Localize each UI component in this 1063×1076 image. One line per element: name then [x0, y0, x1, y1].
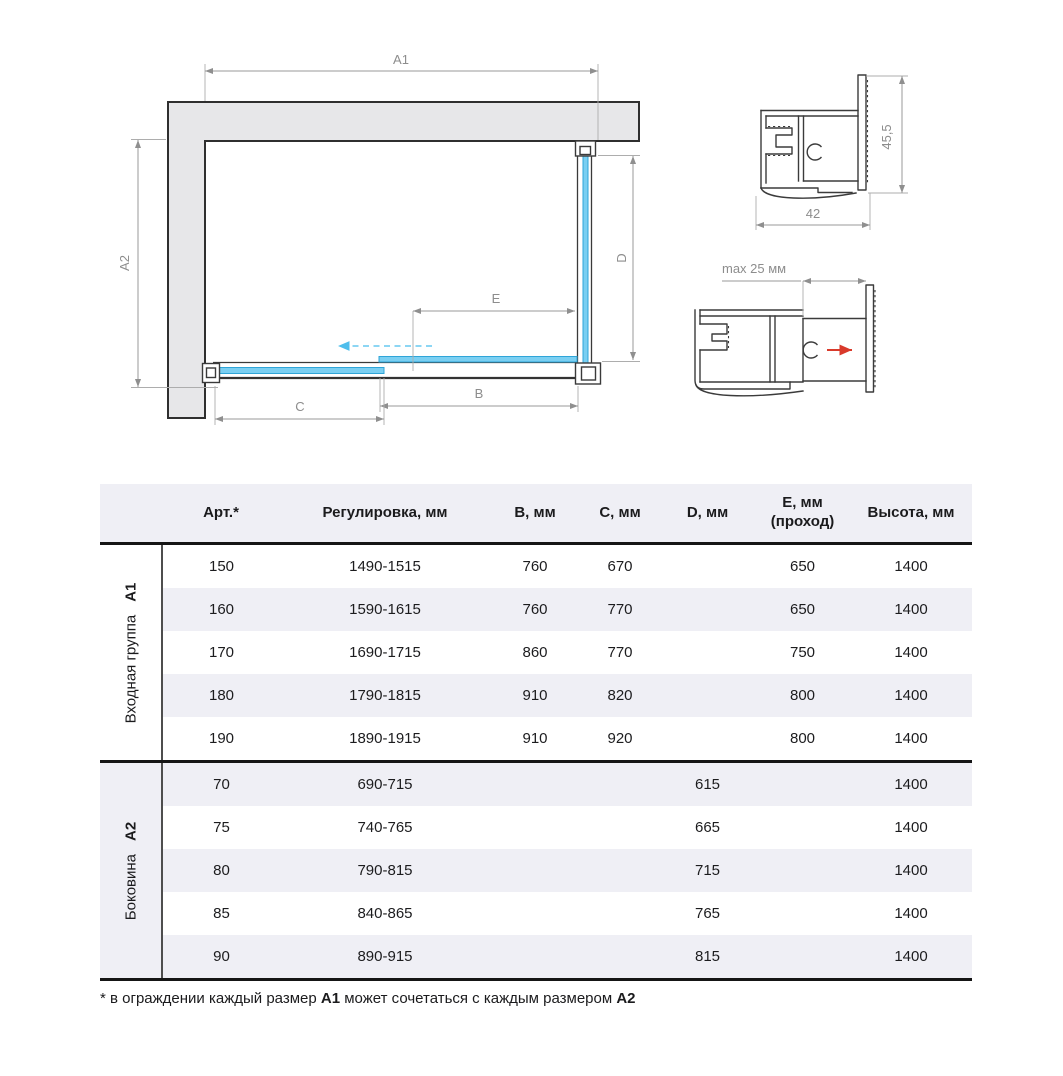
- table-row: [100, 806, 972, 849]
- cell-d: [660, 717, 755, 762]
- cell-height: 1400: [894, 644, 928, 661]
- plan-view-drawing: [117, 52, 640, 425]
- cell-adjustment: 840-865: [357, 905, 413, 922]
- drawings-svg: [0, 0, 1063, 470]
- cell-height: 1400: [850, 935, 972, 980]
- table-header: [100, 484, 972, 544]
- profile-fin-2: [866, 285, 874, 392]
- spec-table: [100, 484, 972, 981]
- cell-adjustment: 740-765: [357, 819, 413, 836]
- sliding-door-glass: [210, 368, 384, 374]
- group-entrance-a1: [100, 544, 972, 762]
- corner-connector-inner: [582, 367, 596, 380]
- cell-c: [580, 935, 660, 980]
- cell-c: 770: [580, 588, 660, 631]
- col-header-height: Высота, мм: [850, 484, 972, 544]
- cell-art: 160: [162, 588, 280, 631]
- cell-b: [490, 849, 580, 892]
- cell-b: 910: [490, 717, 580, 762]
- cell-art: 80: [162, 849, 280, 892]
- cell-art: 75: [213, 819, 230, 836]
- cell-height: 1400: [894, 819, 928, 836]
- cell-height: 1400: [850, 674, 972, 717]
- cell-adjustment: 1790-1815: [280, 674, 490, 717]
- col-header-art: Арт.*: [162, 484, 280, 544]
- group-name: Входная группа: [122, 614, 139, 723]
- cell-height: 1400: [850, 762, 972, 807]
- wall-bracket-top-inner: [580, 147, 591, 155]
- cell-e: 650: [755, 588, 850, 631]
- profile-hook-channel-2: [700, 324, 727, 350]
- table-row: [100, 892, 972, 935]
- side-glass-panel: [583, 154, 588, 363]
- footnote-code-a1: А1: [320, 990, 341, 1007]
- footnote-text: может сочетаться с каждым размером: [340, 990, 617, 1007]
- footnote: [100, 990, 636, 1007]
- cell-adjustment: 1690-1715: [349, 644, 421, 661]
- cell-d: 665: [694, 819, 721, 836]
- dim-label-profile-height: 45,5: [879, 124, 894, 150]
- table-row: [100, 588, 972, 631]
- corner-profile-section: [756, 75, 908, 230]
- cell-adjustment: 1590-1615: [280, 588, 490, 631]
- cell-art: 70: [162, 762, 280, 807]
- cell-height: 1400: [850, 588, 972, 631]
- header-spacer: [100, 484, 162, 544]
- dim-label-profile-width: 42: [805, 206, 821, 221]
- table-row: [100, 849, 972, 892]
- wall-bracket-left-inner: [207, 368, 216, 378]
- group-label-a1: [100, 544, 162, 762]
- cell-b: 760: [522, 558, 548, 575]
- col-header-e: [755, 484, 850, 544]
- dimensions-table: [100, 484, 972, 981]
- cell-adjustment: 790-815: [280, 849, 490, 892]
- col-header-c: C, мм: [580, 484, 660, 544]
- cell-adjustment: 690-715: [280, 762, 490, 807]
- cell-height: 1400: [894, 558, 928, 575]
- cell-adjustment: 1490-1515: [349, 558, 421, 575]
- cell-d: 765: [694, 905, 721, 922]
- dim-label-c: C: [295, 399, 305, 414]
- group-side-a2: [100, 762, 972, 980]
- cell-c: 820: [580, 674, 660, 717]
- cell-c: 770: [607, 644, 633, 661]
- cell-art: 180: [162, 674, 280, 717]
- col-header-adjustment: Регулировка, мм: [280, 484, 490, 544]
- table-row: [100, 631, 972, 674]
- group-name: Боковина: [122, 853, 139, 920]
- cell-b: 760: [490, 588, 580, 631]
- cell-b: [490, 762, 580, 807]
- cell-b: [490, 892, 580, 935]
- cell-height: 1400: [894, 905, 928, 922]
- table-row: [100, 717, 972, 762]
- group-label-a2: [100, 762, 162, 980]
- cell-d: 615: [660, 762, 755, 807]
- col-header-d: D, мм: [660, 484, 755, 544]
- cell-art: 150: [208, 558, 235, 575]
- screw-channel: [807, 144, 821, 160]
- table-row: [100, 762, 972, 807]
- cell-c: [580, 849, 660, 892]
- cell-c: [580, 762, 660, 807]
- cell-b: [490, 935, 580, 980]
- cell-e: [755, 806, 850, 849]
- cell-e: 800: [755, 674, 850, 717]
- cell-e: 750: [789, 644, 816, 661]
- cell-art: 170: [208, 644, 235, 661]
- col-header-e-line2: (проход): [770, 513, 835, 530]
- cell-c: [580, 806, 660, 849]
- cell-e: 650: [789, 558, 816, 575]
- cell-b: 910: [490, 674, 580, 717]
- dim-label-a1: A1: [393, 52, 409, 67]
- cell-d: 715: [660, 849, 755, 892]
- cell-e: [755, 849, 850, 892]
- table-row: [100, 544, 972, 589]
- cell-e: [755, 762, 850, 807]
- fixed-glass-panel: [379, 357, 577, 363]
- group-code: А1: [122, 582, 139, 602]
- col-header-b: B, мм: [490, 484, 580, 544]
- dim-label-b: B: [474, 386, 484, 401]
- dim-label-d: D: [614, 253, 629, 263]
- group-code: А2: [122, 821, 139, 841]
- cell-d: [660, 631, 755, 674]
- cell-e: [755, 892, 850, 935]
- cell-e: 800: [755, 717, 850, 762]
- dim-label-max25: max 25 мм: [722, 261, 787, 276]
- cell-c: 920: [580, 717, 660, 762]
- cell-c: [580, 892, 660, 935]
- cell-c: 670: [607, 558, 633, 575]
- col-header-e-line1: E, мм: [782, 494, 823, 512]
- cell-adjustment: 890-915: [280, 935, 490, 980]
- cell-adjustment: 1890-1915: [280, 717, 490, 762]
- cell-art: 85: [213, 905, 230, 922]
- cell-d: 815: [660, 935, 755, 980]
- cell-b: [490, 806, 580, 849]
- cell-d: [660, 544, 755, 589]
- table-row: [100, 674, 972, 717]
- cell-art: 90: [162, 935, 280, 980]
- cell-height: 1400: [850, 849, 972, 892]
- profile-fin: [858, 75, 866, 190]
- cell-e: [755, 935, 850, 980]
- cell-d: [660, 674, 755, 717]
- footnote-text: * в ограждении каждый размер: [100, 990, 321, 1007]
- dim-label-a2: A2: [117, 255, 132, 271]
- technical-drawings: [0, 0, 1063, 470]
- dim-label-e: E: [491, 291, 501, 306]
- cell-d: [660, 588, 755, 631]
- cell-art: 190: [162, 717, 280, 762]
- screw-channel-2: [803, 342, 817, 358]
- adjustment-profile-section: [695, 261, 875, 396]
- profile-hook-channel: [766, 128, 792, 154]
- cell-b: 860: [522, 644, 548, 661]
- cell-height: 1400: [850, 717, 972, 762]
- footnote-code-a2: А2: [616, 990, 636, 1007]
- table-row: [100, 935, 972, 980]
